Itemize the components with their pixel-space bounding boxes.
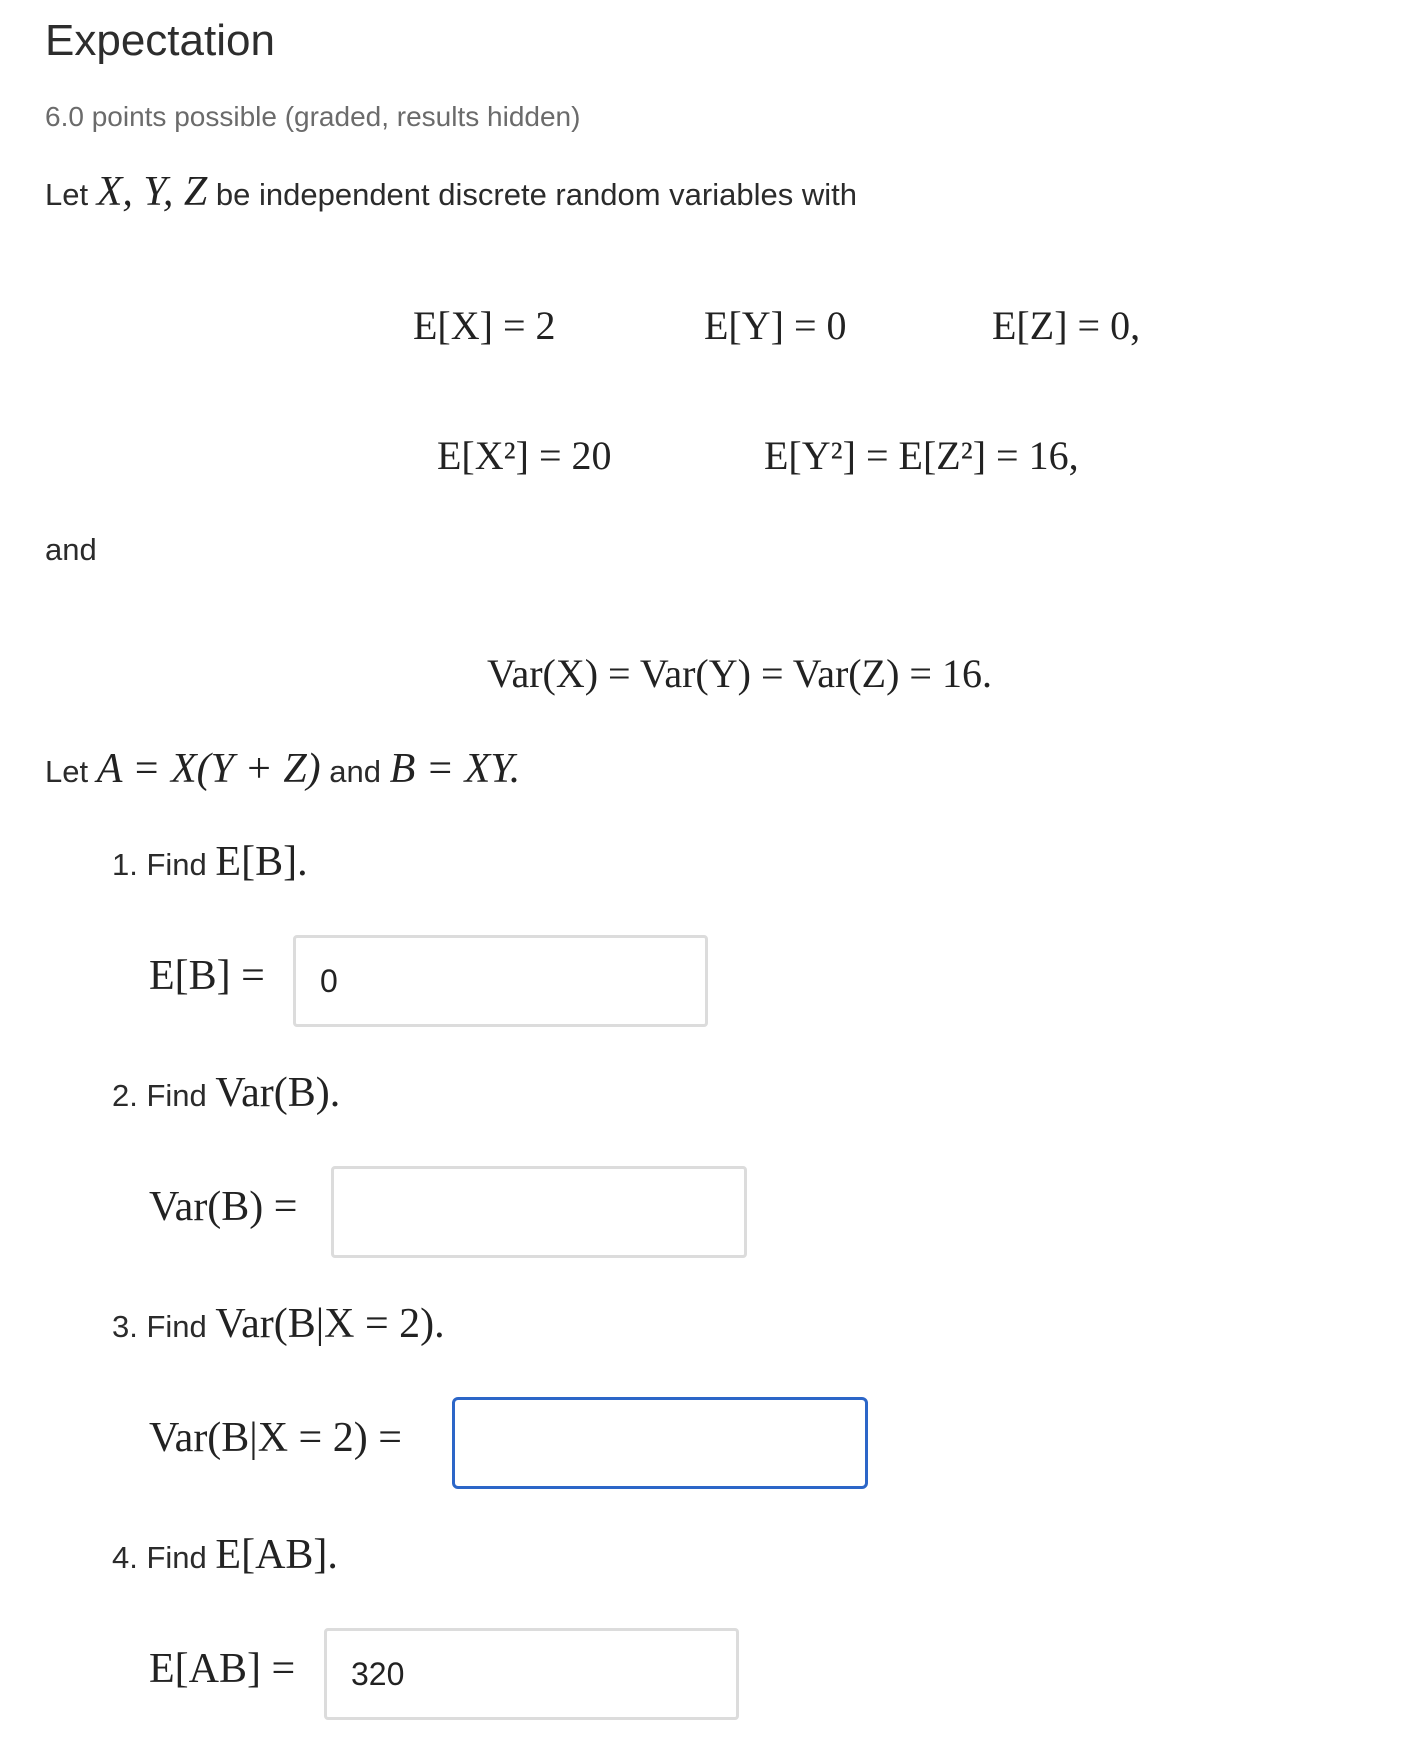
question-1-label: [112, 838, 308, 886]
answer-1-label: E[B] =: [149, 953, 265, 999]
definition-b: B = XY.: [389, 746, 521, 792]
question-prompt: Find: [146, 1309, 207, 1344]
question-number: 4.: [112, 1540, 138, 1575]
intro-suffix: be independent discrete random variables with: [215, 177, 857, 212]
answer-4-input[interactable]: [324, 1628, 739, 1720]
question-2-label: [112, 1069, 340, 1117]
intro-prefix: Let: [45, 177, 89, 212]
question-target: E[AB].: [215, 1532, 338, 1578]
intro-variables: X, Y, Z: [96, 169, 208, 215]
question-number: 1.: [112, 847, 138, 882]
given-ey2-ez2: E[Y²] = E[Z²] = 16,: [764, 433, 1079, 478]
question-prompt: Find: [146, 1078, 207, 1113]
question-target: Var(B).: [215, 1070, 341, 1116]
answer-2-label: Var(B) =: [149, 1184, 298, 1230]
given-ex: E[X] = 2: [413, 303, 556, 348]
question-prompt: Find: [146, 1540, 207, 1575]
given-var: Var(X) = Var(Y) = Var(Z) = 16.: [487, 651, 992, 696]
definitions-sentence: [45, 745, 520, 793]
definition-a: A = X(Y + Z): [96, 746, 321, 792]
question-target: Var(B|X = 2).: [215, 1301, 445, 1347]
question-number: 3.: [112, 1309, 138, 1344]
answer-1-input[interactable]: [293, 935, 708, 1027]
intro-sentence: [45, 168, 857, 216]
problem-title: Expectation: [45, 16, 275, 65]
question-4-label: [112, 1531, 338, 1579]
question-number: 2.: [112, 1078, 138, 1113]
answer-3-input[interactable]: [452, 1397, 868, 1489]
let-prefix: Let: [45, 754, 89, 789]
given-ex2: E[X²] = 20: [437, 433, 612, 478]
answer-2-input[interactable]: [331, 1166, 747, 1258]
given-ez: E[Z] = 0,: [992, 303, 1141, 348]
points-possible: 6.0 points possible (graded, results hidden): [45, 101, 581, 132]
question-prompt: Find: [146, 847, 207, 882]
definition-and: and: [329, 754, 382, 789]
and-text: and: [45, 532, 97, 567]
question-3-label: [112, 1300, 445, 1348]
question-target: E[B].: [215, 839, 308, 885]
answer-4-label: E[AB] =: [149, 1646, 296, 1692]
given-ey: E[Y] = 0: [704, 303, 847, 348]
answer-3-label: Var(B|X = 2) =: [149, 1415, 402, 1461]
